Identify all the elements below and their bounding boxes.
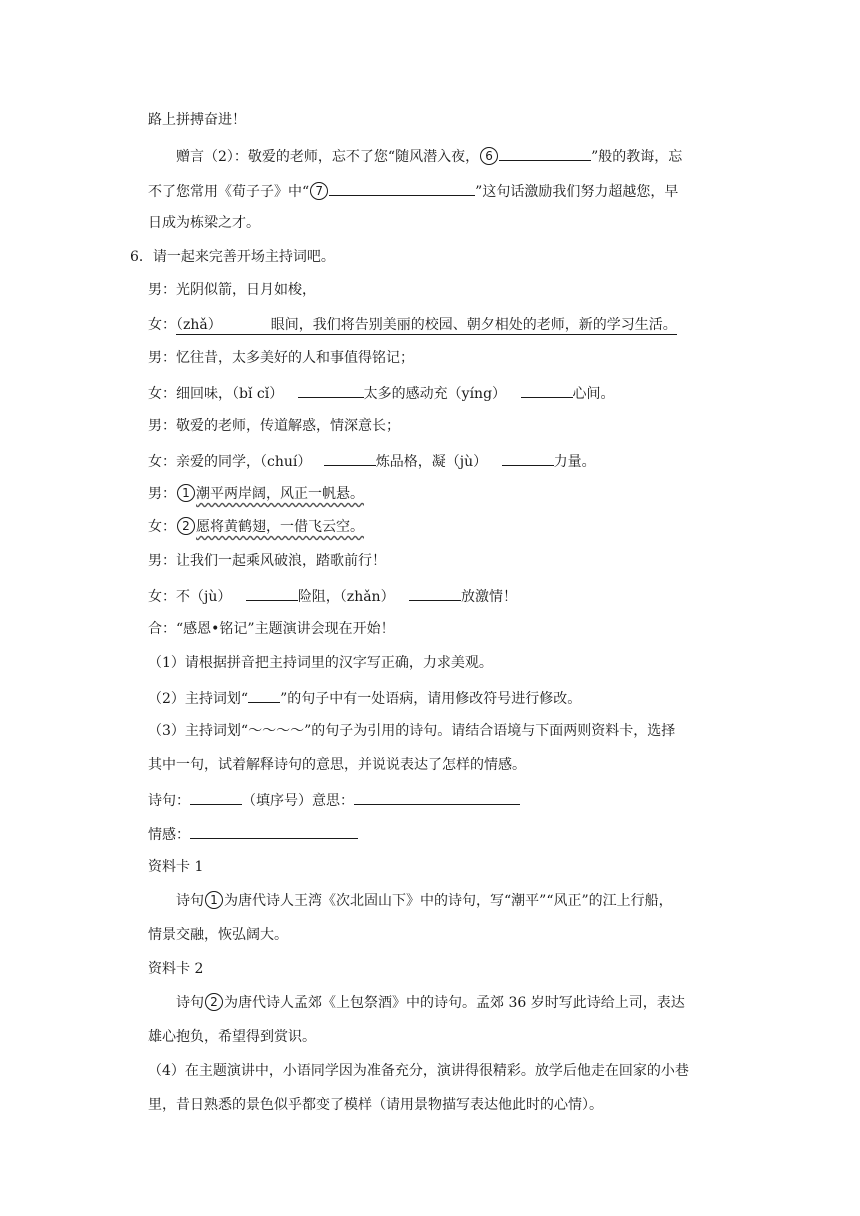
text: 诗句 [176,893,204,909]
host-line-f3 [148,450,596,472]
wavy-quoted-poem-1 [176,486,364,502]
answer-blank[interactable] [246,585,298,601]
text: 诗句 [176,995,204,1011]
card-1-title: 资料卡 1 [148,859,204,875]
card-1-line-a [176,891,673,911]
emotion-blank[interactable] [190,823,358,839]
card-2-line-b: 雄心抱负，希望得到赏识。 [148,1029,316,1045]
answer-blank[interactable] [324,450,376,466]
text: 女：不（jù） [148,589,232,605]
text: 心间。 [572,386,615,402]
host-line-m5: 男：让我们一起乘风破浪，踏歌前行！ [148,553,386,569]
host-line-together: 合：“感恩•铭记”主题演讲会现在开始！ [148,621,395,637]
text: 女： [148,317,176,333]
text: 女： [148,519,176,535]
poem-text: 潮平两岸阔，风正一帆悬。 [196,486,364,502]
text: 女：亲爱的同学，（chuí） [148,454,312,470]
circled-number-2: 2 [205,993,223,1011]
text: 放激情！ [461,589,518,605]
meaning-blank[interactable] [354,789,520,805]
answer-blank[interactable] [298,382,364,398]
text-line: 路上拼搏奋进！ [148,112,246,128]
host-line-f4 [148,517,364,537]
poem-text: 愿将黄鹤翅，一借飞云空。 [196,519,364,535]
sub-question-2 [148,687,581,709]
text: 赠言（2）：敬爱的老师，忘不了您“随风潜入夜， [176,149,480,165]
text: 诗句： [148,793,190,809]
wavy-quoted-poem-2 [176,519,364,535]
text: 不了您常用《荀子子》中“ [148,184,310,200]
card-2-title: 资料卡 2 [148,961,204,977]
sub-question-4a: （4）在主题演讲中，小语同学因为准备充分，演讲得很精彩。放学后他走在回家的小巷 [148,1063,689,1079]
sub-question-3b: 其中一句，试着解释诗句的意思，并说说表达了怎样的情感。 [148,757,526,773]
text: 力量。 [553,454,596,470]
card-2-line-a [176,993,685,1013]
host-line-m3: 男：敬爱的老师，传道解惑，情深意长； [148,418,400,434]
underlined-sentence: （zhǎ） 眼间，我们将告别美丽的校园、朝夕相处的老师，新的学习生活。 [176,317,677,333]
host-line-f1 [148,315,677,335]
host-line-m1: 男：光阴似箭，日月如梭， [148,282,316,298]
circled-number-2: 2 [177,517,195,535]
emotion-answer-line [148,823,358,845]
poem-number-blank[interactable] [190,789,242,805]
circled-number-6: 6 [480,147,498,165]
text: 为唐代诗人孟郊《上包祭酒》中的诗句。孟郊 36 岁时写此诗给上司，表达 [224,995,685,1011]
answer-blank[interactable] [502,450,554,466]
text: （2）主持词划“ [148,691,249,707]
host-line-m2: 男：忆往昔，太多美好的人和事值得铭记； [148,350,414,366]
sub-question-4b: 里，昔日熟悉的景色似乎都变了模样（请用景物描写表达他此时的心情）。 [148,1097,603,1113]
card-1-line-b: 情景交融，恢弘阔大。 [148,927,288,943]
text: 炼品格，凝（jù） [375,454,488,470]
gift-line-2a [176,145,682,167]
text: ”的句子中有一处语病，请用修改符号进行修改。 [280,691,582,707]
circled-number-1: 1 [205,891,223,909]
sub-question-1: （1）请根据拼音把主持词里的汉字写正确，力求美观。 [148,655,493,671]
underline-sample [248,687,280,703]
text: 险阻，（zhǎn） [297,589,395,605]
host-line-f2 [148,382,615,404]
text: ”般的教诲，忘 [591,149,683,165]
poem-answer-line [148,789,520,811]
text: 女：细回味，（bǐ cǐ） [148,386,284,402]
gift-line-2b [148,180,678,202]
circled-number-7: 7 [310,182,328,200]
text: 为唐代诗人王湾《次北固山下》中的诗句，写“潮平”“风正”的江上行船， [224,893,673,909]
question-6-title: 6．请一起来完善开场主持词吧。 [130,249,335,265]
host-line-m4 [148,484,364,504]
text: 太多的感动充（yíng） [363,386,507,402]
answer-blank-7[interactable] [329,180,475,196]
answer-blank[interactable] [409,585,461,601]
text: 男： [148,486,176,502]
text: （填序号）意思： [242,793,354,809]
answer-blank-6[interactable] [499,145,591,161]
answer-blank[interactable] [521,382,573,398]
circled-number-1: 1 [177,484,195,502]
text-line: 日成为栋梁之才。 [148,215,260,231]
text: 情感： [148,827,190,843]
host-line-f5 [148,585,517,607]
text: ”这句话激励我们努力超越您，早 [475,184,679,200]
sub-question-3a: （3）主持词划“～～～～”的句子为引用的诗句。请结合语境与下面两则资料卡，选择 [148,723,676,739]
